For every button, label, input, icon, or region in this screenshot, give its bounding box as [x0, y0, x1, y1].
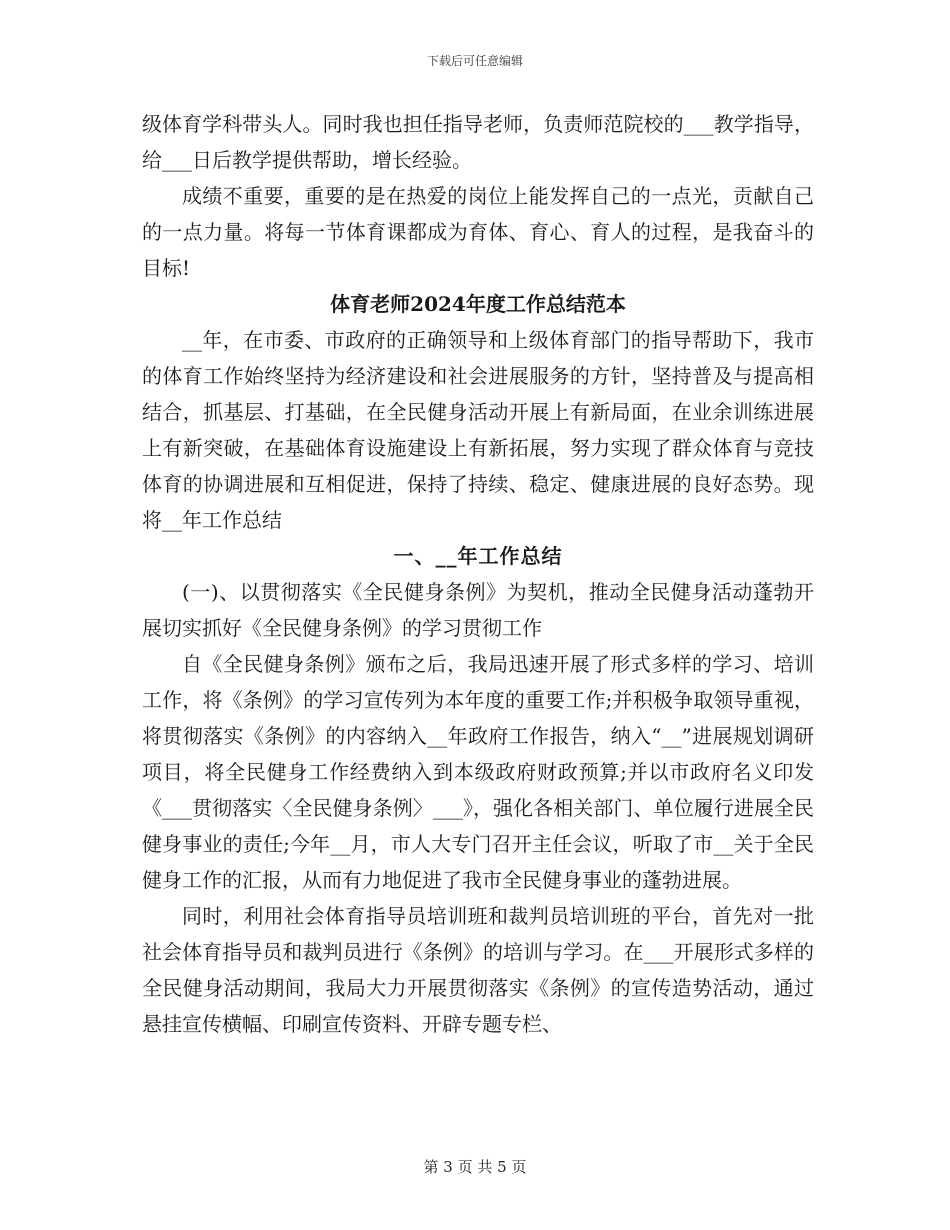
document-body: [142, 106, 814, 1042]
paragraph-intro: __年，在市委、市政府的正确领导和上级体育部门的指导帮助下，我市的体育工作始终坚持为经济建设和社会进展服务的方针，坚持普及与提高相结合，抓基层、打基础，在全民健身活动开展上有新局面，在业余训练进展上有新突破，在基础体育设施建设上有新拓展，努力实现了群众体育与竞技体育的协调进展和互相促进，保持了持续、稳定、健康进展的良好态势。现将__年工作总结: [142, 328, 814, 532]
section-heading: 一、__年工作总结: [393, 544, 563, 568]
paragraph-closing: 成绩不重要，重要的是在热爱的岗位上能发挥自己的一点光，贡献自己的一点力量。将每一节体育课都成为育体、育心、育人的过程，是我奋斗的目标!: [142, 184, 814, 280]
paragraph-body: 自《全民健身条例》颁布之后，我局迅速开展了形式多样的学习、培训工作，将《条例》的学习宣传列为本年度的重要工作;并积极争取领导重视，将贯彻落实《条例》的内容纳入__年政府工作报告，纳入“__”进展规划调研项目，将全民健身工作经费纳入到本级政府财政预算;并以市政府名义印发《___贯彻落实〈全民健身条例〉___》，强化各相关部门、单位履行进展全民健身事业的责任;今年__月，市人大专门召开主任会议，听取了市__关于全民健身工作的汇报，从而有力地促进了我市全民健身事业的蓬勃进展。: [142, 652, 814, 892]
page-number: 第 3 页 共 5 页: [423, 1158, 527, 1176]
subsection-heading: (一)、以贯彻落实《全民健身条例》为契机，推动全民健身活动蓬勃开展切实抓好《全民健身条例》的学习贯彻工作: [142, 580, 814, 640]
page-header-note: 下载后可任意编辑: [426, 54, 523, 68]
paragraph-continuation: 级体育学科带头人。同时我也担任指导老师，负责师范院校的___教学指导，给___日后教学提供帮助，增长经验。: [142, 112, 814, 172]
paragraph-body: 同时，利用社会体育指导员培训班和裁判员培训班的平台，首先对一批社会体育指导员和裁判员进行《条例》的培训与学习。在___开展形式多样的全民健身活动期间，我局大力开展贯彻落实《条例》的宣传造势活动，通过悬挂宣传横幅、印刷宣传资料、开辟专题专栏、: [142, 904, 814, 1036]
document-title: 体育老师2024年度工作总结范本: [330, 292, 626, 316]
